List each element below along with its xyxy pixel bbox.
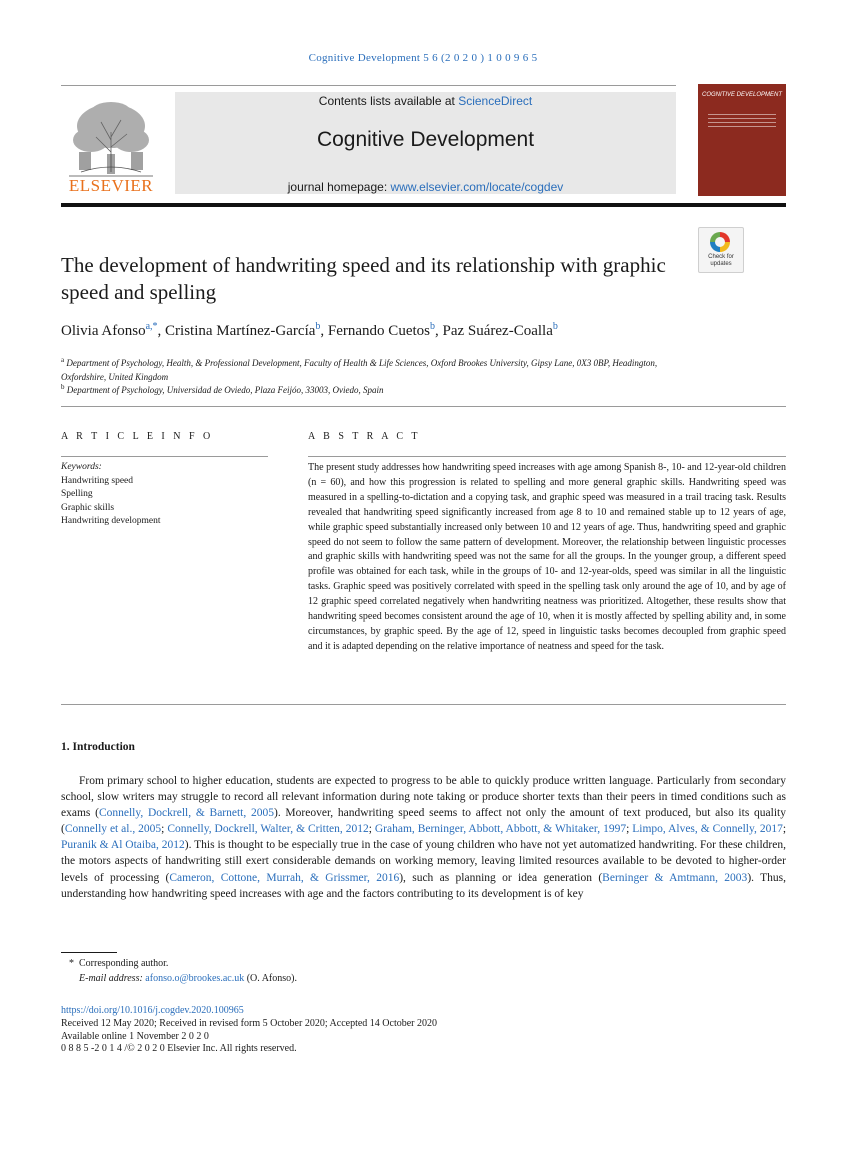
- copyright-line: 0 8 8 5 -2 0 1 4 /© 2 0 2 0 Elsevier Inc. All rights reserved.: [61, 1043, 297, 1055]
- author-affiliation-mark[interactable]: b: [315, 321, 321, 332]
- keywords-label: Keywords:: [61, 462, 102, 472]
- homepage-line: [175, 180, 676, 194]
- article-title: The development of handwriting speed and its relationship with graphic speed and spelling: [61, 253, 666, 304]
- cover-line: [708, 118, 776, 119]
- cover-title: COGNITIVE DEVELOPMENT: [701, 92, 782, 98]
- author-name: Paz Suárez-Coalla: [442, 323, 553, 339]
- citation-link[interactable]: Connelly et al., 2005: [64, 823, 162, 836]
- journal-cover-thumbnail[interactable]: [698, 84, 786, 196]
- paragraph-text: ). Thus, understanding how handwriting speed increases with age and the factors contributing to its development is of key: [61, 871, 787, 900]
- author-name: Cristina Martínez-García: [165, 323, 316, 339]
- citation-link[interactable]: Limpo, Alves, & Connelly, 2017: [632, 823, 783, 836]
- crossmark-label-line1: Check for: [708, 254, 734, 260]
- email-suffix: (O. Afonso).: [246, 973, 297, 984]
- author-affiliation-mark[interactable]: b: [552, 321, 558, 332]
- crossmark-icon: [710, 232, 730, 252]
- citation-link[interactable]: Cameron, Cottone, Murrah, & Grissmer, 2016: [169, 871, 400, 884]
- email-label: E-mail address:: [79, 973, 143, 984]
- introduction-paragraph: [61, 773, 786, 902]
- affiliation-mark: b: [61, 383, 65, 391]
- journal-citation-link[interactable]: Cognitive Development 5 6 (2 0 2 0 ) 1 0 0 9 6 5: [308, 52, 538, 64]
- sciencedirect-link[interactable]: ScienceDirect: [458, 94, 533, 108]
- header-divider: [61, 85, 676, 86]
- elsevier-wordmark: ELSEVIER: [68, 176, 154, 195]
- contents-prefix: Contents lists available at: [318, 94, 459, 108]
- introduction-heading: 1. Introduction: [61, 741, 135, 753]
- journal-name: Cognitive Development: [316, 128, 535, 151]
- affiliation-text: Department of Psychology, Universidad de Oviedo, Plaza Feijóo, 33003, Oviedo, Spain: [66, 385, 384, 395]
- email-link[interactable]: afonso.o@brookes.ac.uk: [145, 973, 245, 984]
- keywords-block: [61, 461, 268, 529]
- author-name: Fernando Cuetos: [327, 323, 430, 339]
- corresponding-author-note: [61, 956, 786, 971]
- cover-line: [708, 114, 776, 115]
- abstract-bottom-rule: [61, 704, 786, 705]
- footnote-rule: [61, 952, 117, 953]
- author-affiliation-mark[interactable]: b: [429, 321, 435, 332]
- check-for-updates-button[interactable]: [698, 227, 744, 273]
- keyword-item: Spelling: [61, 489, 93, 499]
- received-dates: Received 12 May 2020; Received in revised form 5 October 2020; Accepted 14 October 2020: [61, 1017, 438, 1029]
- available-online: Available online 1 November 2 0 2 0: [61, 1030, 209, 1042]
- footnote-label: Corresponding author.: [79, 958, 169, 969]
- paragraph-text: ;: [782, 823, 787, 836]
- paragraph-text: From primary school to higher education, students are expected to progress to be able to quickly produce written language. Particularly from secondary school, slow writers may struggle to record all relevant information during note taking or produce shorter texts than their peers in timed conditions such as exams (: [61, 775, 786, 820]
- keyword-item: Graphic skills: [61, 502, 115, 513]
- keyword-item: Handwriting speed: [61, 475, 134, 486]
- crossmark-label-line2: updates: [710, 261, 732, 267]
- citation-link[interactable]: Connelly, Dockrell, Walter, & Critten, 2012: [167, 823, 369, 836]
- section-divider: [61, 406, 786, 407]
- paragraph-text: ). Moreover, handwriting speed seems to affect not only the amount of text produced, but also its quality (: [61, 807, 786, 836]
- affiliation-b: [61, 380, 701, 397]
- paragraph-text: ;: [368, 823, 375, 836]
- contents-line: [175, 94, 676, 108]
- paragraph-text: ;: [626, 823, 633, 836]
- abstract-heading: A B S T R A C T: [308, 431, 421, 442]
- cover-line: [708, 126, 776, 127]
- homepage-link[interactable]: www.elsevier.com/locate/cogdev: [390, 180, 564, 194]
- affiliation-text: Department of Psychology, Health, & Professional Development, Faculty of Health & Life Sciences, Oxford Brookes University, Gipsy Lane, 0X3 0BP, Headington, Oxfordshire, United Kingdom: [61, 358, 658, 382]
- author-affiliation-mark[interactable]: a,*: [145, 321, 158, 332]
- cover-line: [708, 122, 776, 123]
- doi-link[interactable]: https://doi.org/10.1016/j.cogdev.2020.100965: [61, 1005, 244, 1016]
- citation-link[interactable]: Connelly, Dockrell, & Barnett, 2005: [98, 807, 274, 820]
- paragraph-text: ;: [161, 823, 168, 836]
- citation-link[interactable]: Berninger & Amtmann, 2003: [602, 871, 748, 884]
- affiliation-mark: a: [61, 356, 65, 364]
- author-list: [61, 321, 786, 340]
- footnote: [61, 956, 786, 986]
- footnote-marker: *: [69, 958, 74, 969]
- article-info-rule: [61, 456, 268, 457]
- keyword-item: Handwriting development: [61, 516, 161, 526]
- abstract-rule: [308, 456, 786, 457]
- author-name: Olivia Afonso: [61, 323, 146, 339]
- email-line: [61, 971, 786, 986]
- crossmark-label: [699, 254, 743, 268]
- author-separator: ,: [434, 323, 443, 339]
- author-separator: ,: [157, 323, 166, 339]
- abstract-text: The present study addresses how handwriting speed increases with age among Spanish 8-, 10- and 12-year-old children (n = 60), and how this progression is related to spelling and more general graphic skills. Handwriting speed was measured in a spelling-to-dictation and a copying task, and graphic speed was measured in a trail tracing task. Results revealed that handwriting speed significantly increased from age 8 to 10 and remained stable up to 12 years of age, while graphic speed substantially increased only between 10 and 12 years of age. Thus, handwriting speed and graphic speed do not seem to follow the same pattern of development. Moreover, the relationship between linguistic processes and graphic skills with handwriting speed was not the same for all the groups. In the younger group, a different speed profile was obtained for each task, while in the groups of 10- and 12-year-olds, speed was similar in all the linguistic tasks. Graphic speed was positively correlated with speed in the spelling task only around the age of 10, and by age of 12 graphic speed correlated negatively when handwriting neatness was prioritized. Altogether, these results show that handwriting speed becomes consistent around the age of 10, when it is mostly affected by spelling ability and, in some circumstances, by graphic speed. By the age of 12, speed in linguistic tasks becomes decoupled from graphic speed and it is adapted depending on the relative importance of neatness and speed for the task.: [308, 462, 786, 652]
- homepage-prefix: journal homepage:: [287, 180, 391, 194]
- author-separator: ,: [320, 323, 328, 339]
- citation-link[interactable]: Puranik & Al Otaiba, 2012: [61, 839, 185, 852]
- publication-info: [61, 1005, 786, 1056]
- paragraph-text: ). This is thought to be especially true in the case of young children who have not yet automatized handwriting. For these children, the motors aspects of handwriting still exert considerable demands on working memory, leaving limited resources available to be devoted to higher-order levels of processing (: [61, 839, 786, 884]
- paragraph-text: ), such as planning or idea generation (: [399, 871, 603, 884]
- citation-link[interactable]: Graham, Berninger, Abbott, Abbott, & Whitaker, 1997: [374, 823, 627, 836]
- masthead-rule: [61, 203, 786, 207]
- article-info-heading: A R T I C L E I N F O: [61, 431, 214, 442]
